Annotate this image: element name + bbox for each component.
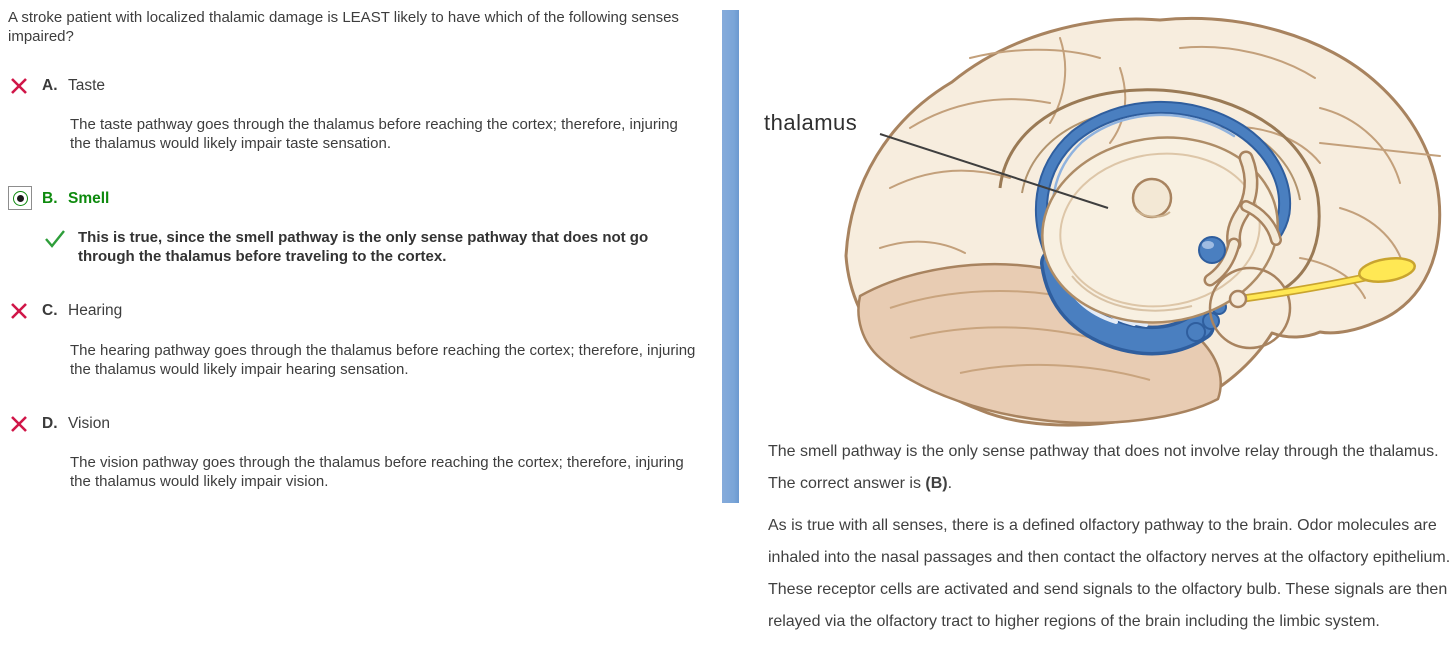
option-d-letter: D. <box>42 415 58 432</box>
option-b-letter: B. <box>42 190 58 207</box>
option-a-row[interactable] <box>8 76 105 96</box>
explanation-paragraph-1: The smell pathway is the only sense pathway that does not involve relay through the thalamus. The correct answer is (B). <box>768 443 1439 492</box>
explanation-paragraph-2: As is true with all senses, there is a defined olfactory pathway to the brain. Odor molecules are inhaled into the nasal passages and then contact the olfactory nerves at the olfactory epithelium. These receptor cells are activated and send signals to the olfactory bulb. These signals are then relayed via the olfactory tract to higher regions of the brain including the limbic system. <box>768 517 1451 630</box>
option-d-row[interactable] <box>8 414 110 434</box>
question-panel <box>0 0 720 670</box>
x-icon <box>10 77 28 95</box>
option-c-label: Hearing <box>68 302 123 319</box>
question-text: A stroke patient with localized thalamic damage is LEAST likely to have which of the following senses impaired? <box>8 9 679 45</box>
option-d-label: Vision <box>68 415 110 432</box>
option-b-row[interactable] <box>8 189 109 209</box>
option-c-explanation: The hearing pathway goes through the thalamus before reaching the cortex; therefore, injuring the thalamus would likely impair hearing sensation. <box>70 342 696 378</box>
brain-illustration <box>760 8 1452 432</box>
x-icon <box>10 415 28 433</box>
option-b-explanation: This is true, since the smell pathway is the only sense pathway that does not go through the thalamus before traveling to the cortex. <box>44 228 704 266</box>
x-icon <box>10 302 28 320</box>
option-d-explanation: The vision pathway goes through the thalamus before reaching the cortex; therefore, injuring the thalamus would likely impair vision. <box>70 454 684 490</box>
option-a-explanation: The taste pathway goes through the thalamus before reaching the cortex; therefore, injuring the thalamus would likely impair taste sensation. <box>70 116 678 152</box>
option-a-label: Taste <box>68 77 106 94</box>
option-a-letter: A. <box>42 77 58 94</box>
option-c-letter: C. <box>42 302 58 319</box>
check-icon <box>44 229 66 249</box>
correct-answer-ref: (B) <box>925 475 948 492</box>
brain-diagram <box>760 8 1452 432</box>
radio-selected-icon[interactable] <box>8 186 32 210</box>
option-b-label: Smell <box>68 190 110 207</box>
thalamus-label: thalamus <box>764 110 858 135</box>
explanation-panel <box>768 436 1452 648</box>
option-c-row[interactable] <box>8 301 122 321</box>
panel-divider <box>722 10 739 503</box>
